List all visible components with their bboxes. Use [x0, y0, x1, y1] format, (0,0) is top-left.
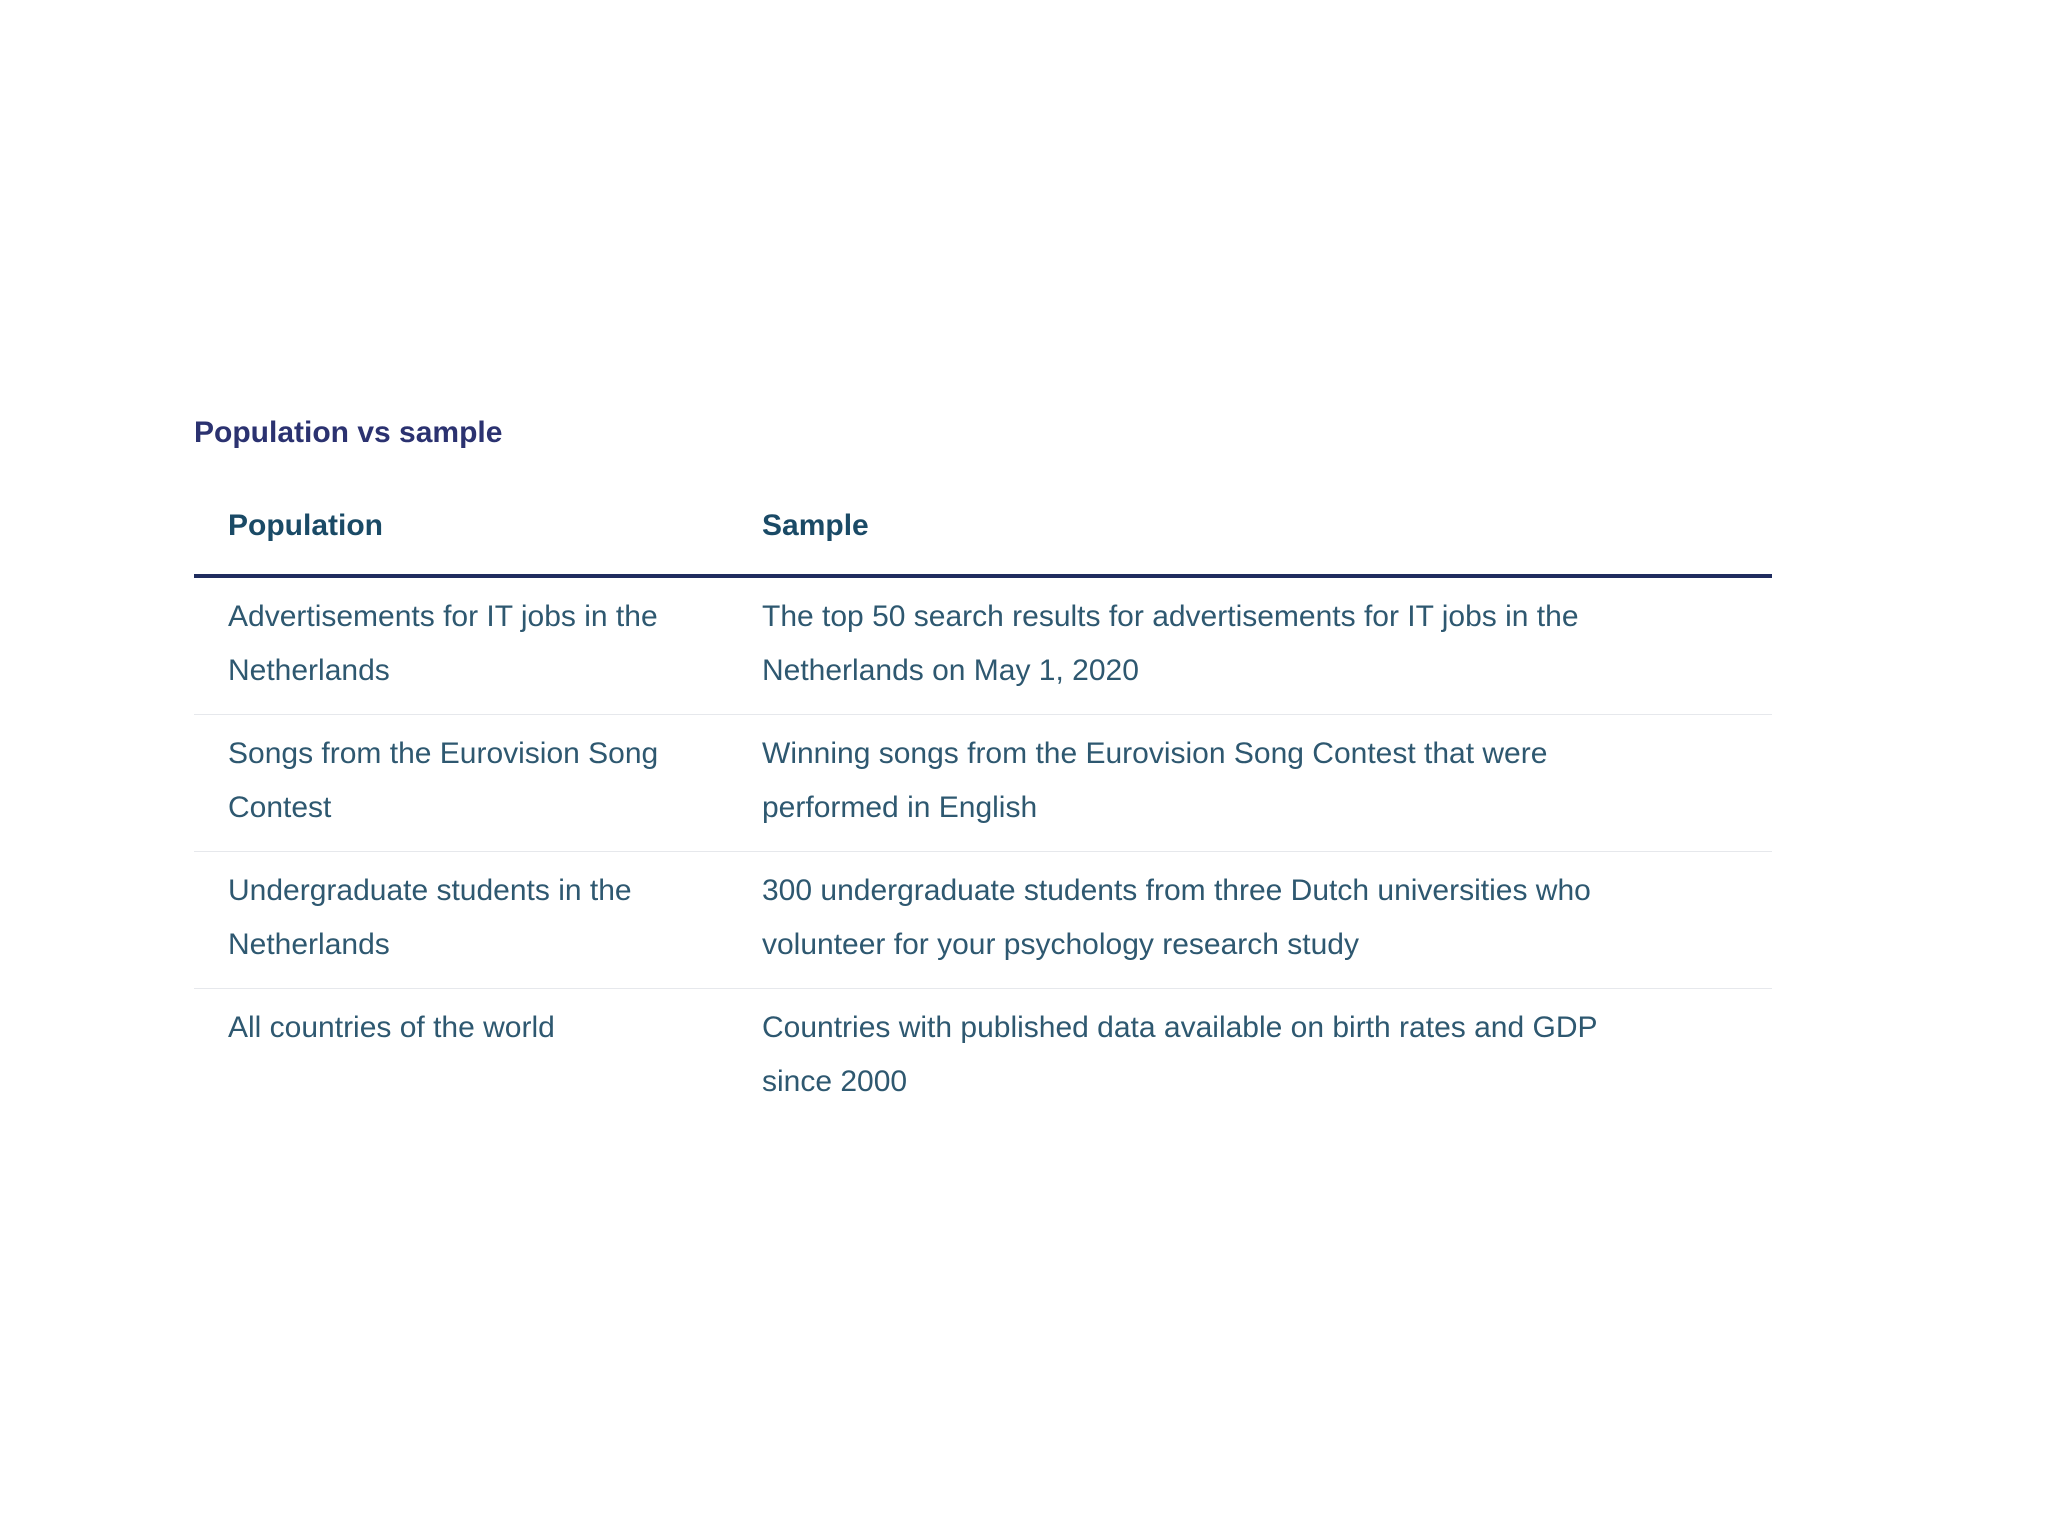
cell-population: All countries of the world	[228, 1011, 555, 1044]
population-sample-table	[194, 506, 1772, 1125]
cell-population: Advertisements for IT jobs in the Netherlands	[194, 576, 728, 715]
content-area	[194, 410, 1772, 1125]
cell-population: Songs from the Eurovision Song Contest	[194, 715, 728, 852]
cell-sample: The top 50 search results for advertisements for IT jobs in the Netherlands on May 1, 2020	[728, 576, 1772, 715]
table-row	[194, 852, 1772, 989]
cell-sample: 300 undergraduate students from three Dutch universities who volunteer for your psychology research study	[728, 852, 1772, 989]
header-population: Population	[194, 506, 728, 576]
cell-sample: Countries with published data available on birth rates and GDP since 2000	[762, 1011, 1597, 1098]
table-row	[194, 576, 1772, 715]
cell-population: Undergraduate students in the Netherlands	[194, 852, 728, 989]
header-sample: Sample	[728, 506, 1772, 576]
header-row	[194, 506, 1772, 576]
table-row	[194, 989, 1772, 1126]
table-body	[194, 576, 1772, 1125]
table-title: Population vs sample	[194, 416, 503, 449]
cell-sample: Winning songs from the Eurovision Song Contest that were performed in English	[728, 715, 1772, 852]
table-header	[194, 506, 1772, 576]
table-row	[194, 715, 1772, 852]
